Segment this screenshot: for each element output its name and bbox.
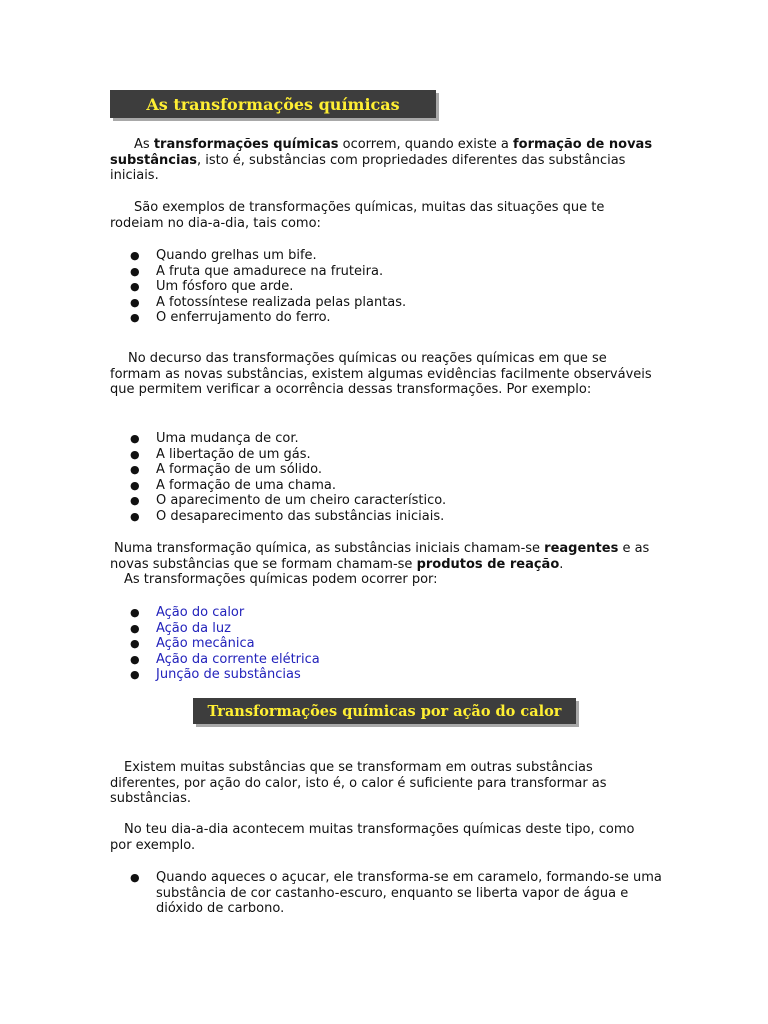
intro-paragraph-1: As transformações químicas ocorrem, quando existe a formação de novas substâncias, isto é, substâncias com propriedades diferentes das substâncias iniciais. <box>110 137 653 184</box>
list-item: ● A fruta que amadurece na fruteira. <box>130 263 384 279</box>
cause-link-electric-current[interactable]: Ação da corrente elétrica <box>156 651 320 667</box>
cause-link-substance-joining[interactable]: Junção de substâncias <box>156 667 301 683</box>
examples-list <box>130 248 406 326</box>
section-heading: Transformações químicas por ação do calor <box>207 702 562 720</box>
list-item: ● A fotossíntese realizada pelas plantas. <box>130 294 407 310</box>
causes-list <box>130 605 320 683</box>
list-item: ● Um fósforo que arde. <box>130 279 294 295</box>
term-chemical-transformations: transformações químicas <box>153 137 339 152</box>
list-item: ● O desaparecimento das substâncias iniciais. <box>130 508 445 524</box>
term-reaction-products: produtos de reação <box>416 556 560 572</box>
cause-link-heat[interactable]: Ação do calor <box>156 605 245 620</box>
list-item: ● Ação do calor <box>130 605 245 620</box>
intro-paragraph-2: São exemplos de transformações químicas, muitas das situações que te rodeiam no dia-a-dia, tais como: <box>110 200 605 231</box>
list-item: ● Ação da luz <box>130 620 231 636</box>
term-reagents: reagentes <box>544 541 619 556</box>
evidences-list <box>130 431 446 525</box>
heat-paragraph-1: Existem muitas substâncias que se transformam em outras substâncias diferentes, por ação do calor, isto é, o calor é suficiente para transformar as substâncias. <box>110 760 607 807</box>
evidence-paragraph: No decurso das transformações químicas ou reações químicas em que se formam as novas substâncias, existem algumas evidências facilmente observáveis que permitem verificar a ocorrência dessas transformações. Por exemplo: <box>110 351 652 398</box>
list-item: ● A formação de um sólido. <box>130 462 322 478</box>
list-item: ● A formação de uma chama. <box>130 477 337 493</box>
list-item: ● Quando grelhas um bife. <box>130 248 317 263</box>
list-item: ● Ação mecânica <box>130 636 255 652</box>
main-heading-banner <box>110 90 436 118</box>
heat-paragraph-2: No teu dia-a-dia acontecem muitas transformações químicas deste tipo, como por exemplo. <box>110 822 635 853</box>
reagents-paragraph: Numa transformação química, as substâncias iniciais chamam-se reagentes e as novas substâncias que se formam chamam-se produtos de reação. As transformações químicas podem ocorrer por: <box>110 541 650 588</box>
section-heading-banner <box>193 698 576 724</box>
list-item: ● O enferrujamento do ferro. <box>130 310 331 326</box>
list-item: ● Junção de substâncias <box>130 667 301 683</box>
term-new-substances: formação de novas substâncias <box>110 137 653 168</box>
list-item: ● Quando aqueces o açucar, ele transforma-se em caramelo, formando-se uma substância de cor castanho-escuro, enquanto se liberta vapor de água e dióxido de carbono. <box>130 870 662 917</box>
list-item: ● Uma mudança de cor. <box>130 431 299 446</box>
heat-examples-list <box>130 870 676 917</box>
cause-link-mechanical[interactable]: Ação mecânica <box>156 636 255 652</box>
list-item: ● Ação da corrente elétrica <box>130 651 320 667</box>
main-heading: As transformações químicas <box>146 94 400 114</box>
cause-link-light[interactable]: Ação da luz <box>156 620 231 636</box>
list-item: ● O aparecimento de um cheiro característico. <box>130 493 447 509</box>
list-item: ● A libertação de um gás. <box>130 446 311 462</box>
